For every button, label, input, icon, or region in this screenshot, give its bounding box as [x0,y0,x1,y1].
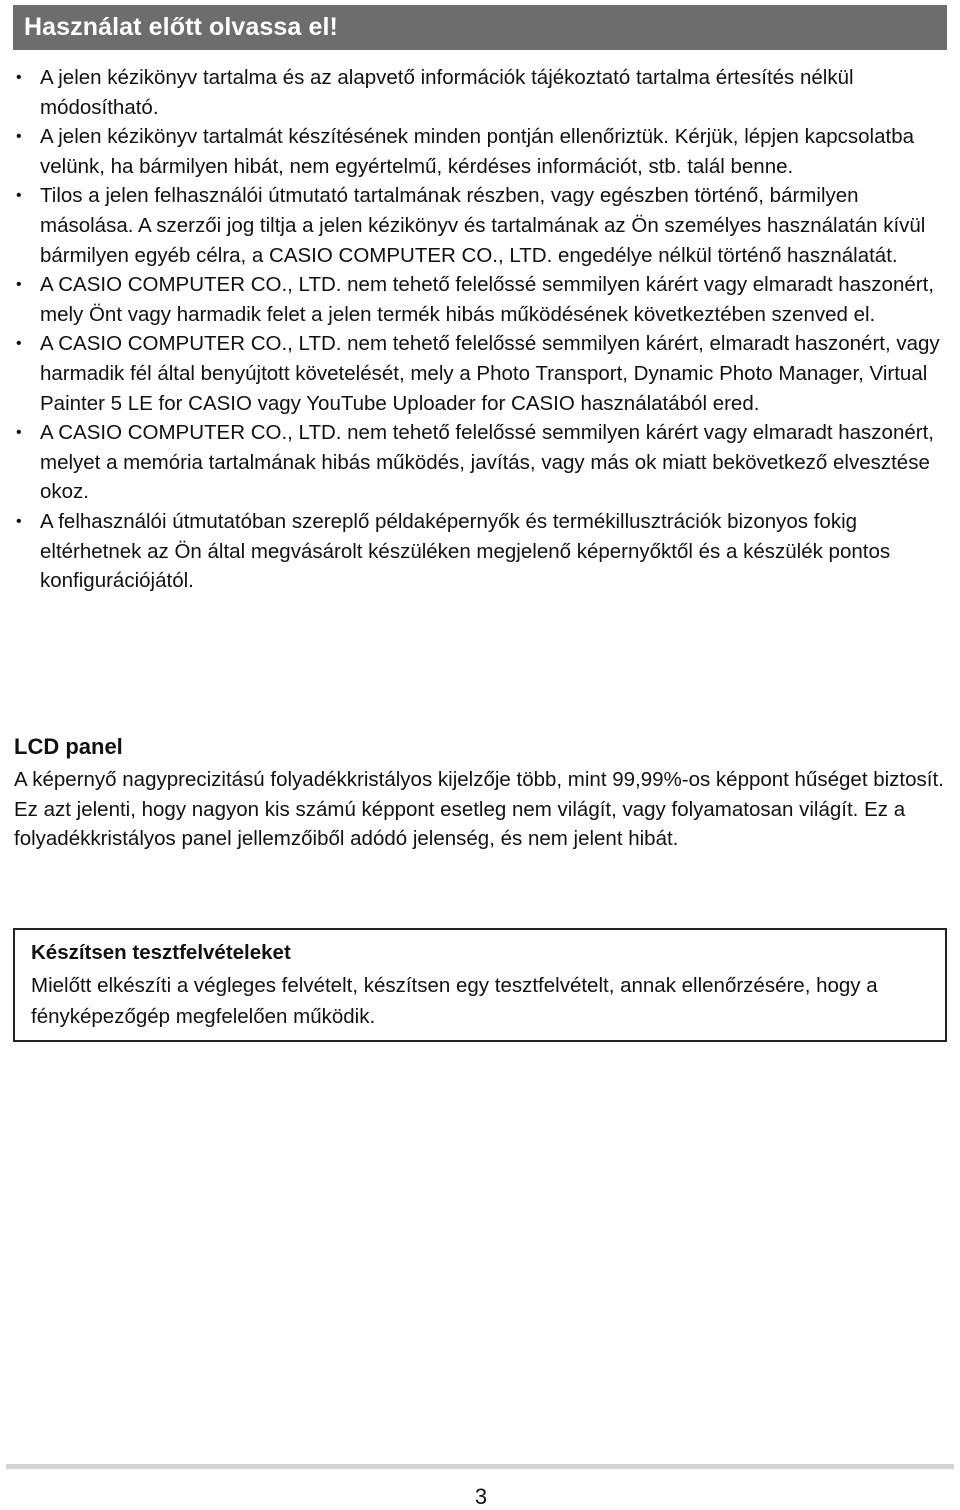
lcd-panel-heading: LCD panel [14,734,123,759]
list-item-text: A CASIO COMPUTER CO., LTD. nem tehető felelőssé semmilyen kárért vagy elmaradt haszonért, melyet a memória tartalmának hibás működés, javítás, vagy más ok miatt bekövetkező elvesztése okoz. [40,421,934,504]
tip-paragraph: Mielőtt elkészíti a végleges felvételt, készítsen egy tesztfelvételt, annak ellenőrzésére, hogy a fényképezőgép megfelelően működik. [31,974,878,1028]
list-item-text: A jelen kézikönyv tartalmát készítésének minden pontján ellenőriztük. Kérjük, lépjen kapcsolatba velünk, ha bármilyen hibát, nem egyértelmű, kérdéses információt, stb. talál benne. [40,125,915,178]
list-item-text: A jelen kézikönyv tartalma és az alapvető információk tájékoztató tartalma értesítés nélkül módosítható. [40,66,854,119]
footer-divider [6,1464,954,1469]
list-item [13,122,947,181]
list-item-text: A CASIO COMPUTER CO., LTD. nem tehető felelőssé semmilyen kárért vagy elmaradt haszonért, mely Önt vagy harmadik felet a jelen termék hibás működésének következtében szenved el. [40,273,934,326]
list-item [13,418,947,507]
bullet-icon: • [16,128,22,146]
bullet-icon: • [16,424,22,442]
bullet-icon: • [16,276,22,294]
list-item-text: A felhasználói útmutatóban szereplő példaképernyők és termékillusztrációk bizonyos fokig eltérhetnek az Ön által megvásárolt készüléken megjelenő képernyőktől és a készülék pontos konfigurációjától. [40,509,891,593]
section-title-bar [13,5,947,50]
bullet-icon: • [16,512,22,530]
list-item [13,329,947,418]
list-item [13,507,947,596]
notice-list [13,63,947,596]
test-shot-tip-box [13,928,947,1042]
list-item-text: A CASIO COMPUTER CO., LTD. nem tehető felelőssé semmilyen kárért, elmaradt haszonért, vagy harmadik fél által benyújtott követelését, mely a Photo Transport, Dynamic Photo Manager, Virtual Painter 5 LE for CASIO vagy YouTube Uploader for CASIO használatából ered. [40,332,940,415]
bullet-icon: • [16,187,22,205]
list-item [13,181,947,270]
list-item-text: Tilos a jelen felhasználói útmutató tartalmának részben, vagy egészben történő, bármilyen másolása. A szerzői jog tiltja a jelen kézikönyv és tartalmának az Ön személyes használatán kívül bármilyen egyéb célra, a CASIO COMPUTER CO., LTD. engedélye nélkül történő használatát. [40,184,926,267]
bullet-icon: • [16,335,22,353]
lcd-panel-paragraph: A képernyő nagyprecizitású folyadékkristályos kijelzője több, mint 99,99%-os képpont hűséget biztosít. Ez azt jelenti, hogy nagyon kis számú képpont esetleg nem világít, vagy folyamatosan világít. Ez a folyadékkristályos panel jellemzőiből adódó jelenség, és nem jelent hibát. [14,768,944,851]
list-item [13,63,947,122]
page-title: Használat előtt olvassa el! [24,13,338,41]
tip-heading: Készítsen tesztfelvételeket [31,941,291,964]
page-number: 3 [474,1484,488,1509]
bullet-icon: • [16,69,22,86]
list-item [13,270,947,329]
